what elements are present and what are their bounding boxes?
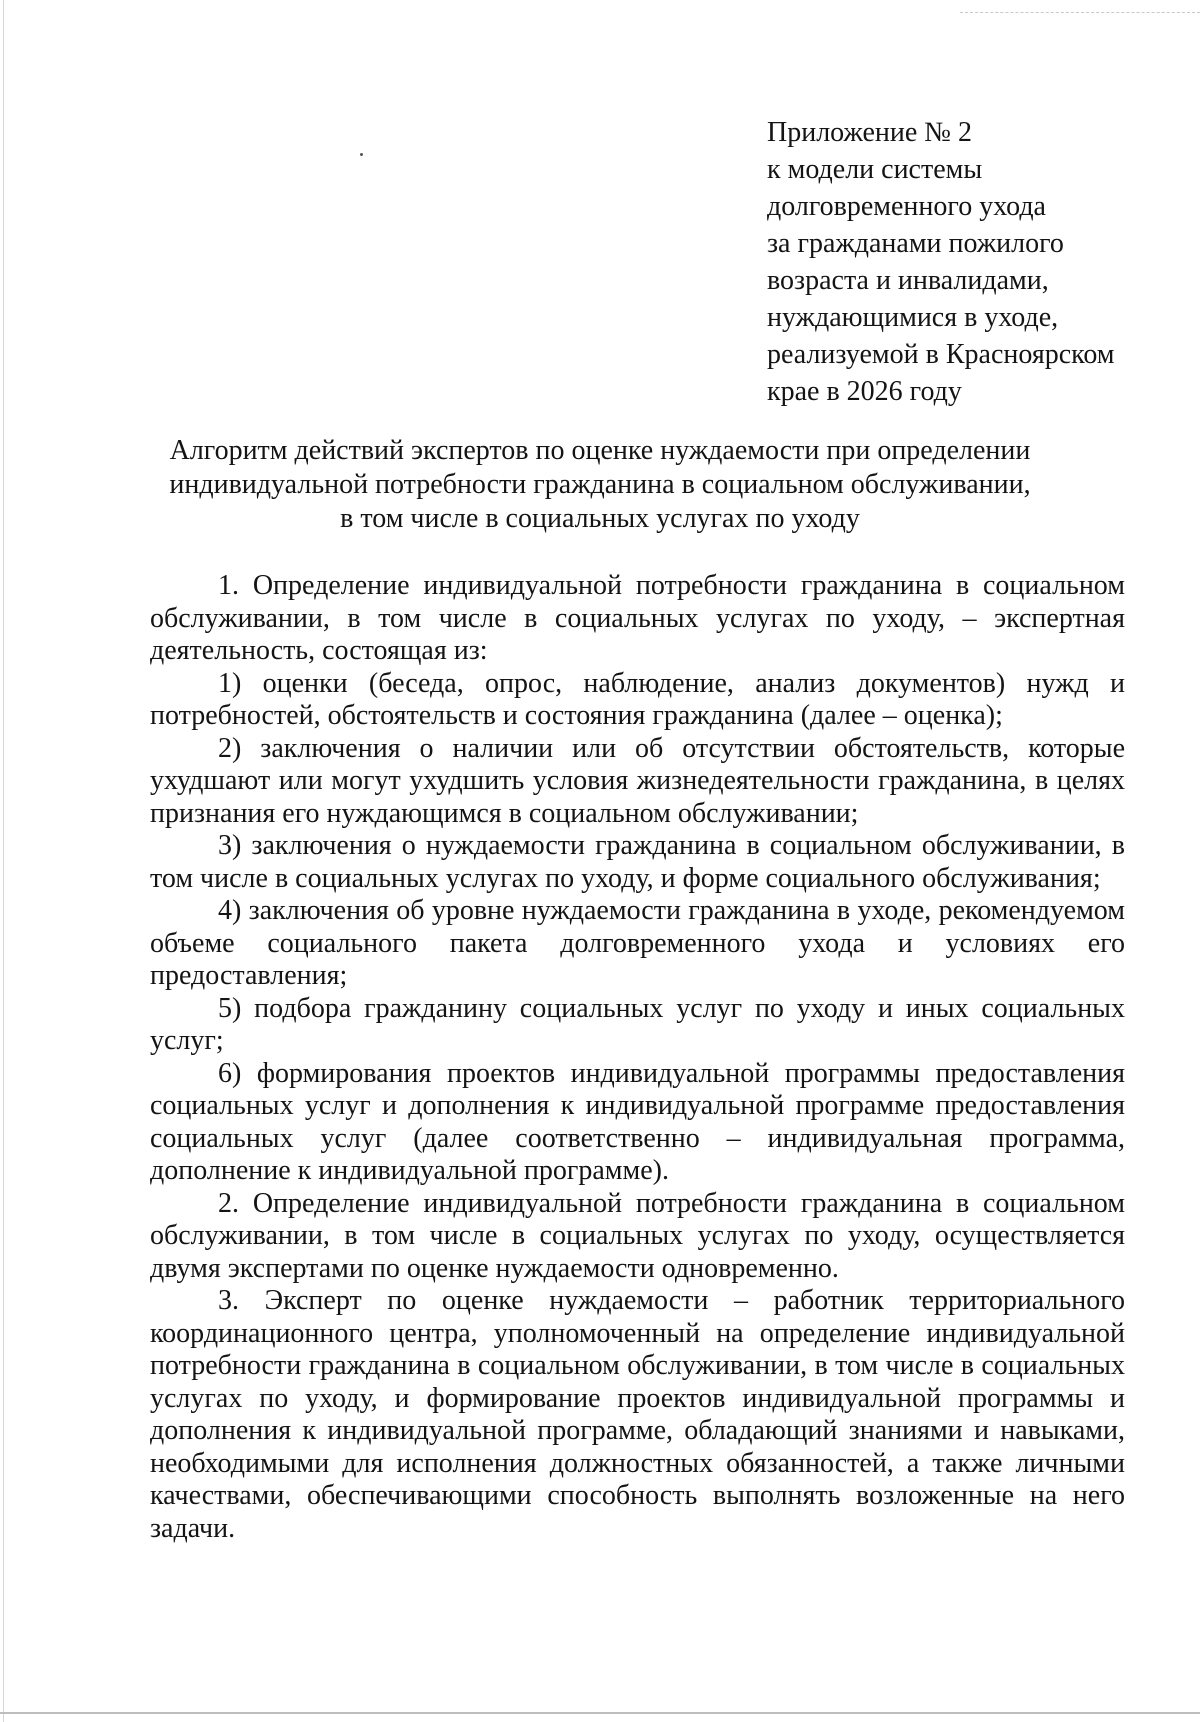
scan-edge-top — [960, 12, 1200, 13]
scan-dust-dot — [360, 153, 363, 156]
scan-edge-bottom — [0, 1712, 1200, 1714]
document-title — [150, 434, 1050, 536]
list-item-1: 1) оценки (беседа, опрос, наблюдение, анализ документов) нужд и потребностей, обстоятельств и состояния гражданина (далее – оценка); — [150, 667, 1125, 731]
paragraph-3: 3. Эксперт по оценке нуждаемости – работник территориального координационного центра, уполномоченный на определение индивидуальной потребности гражданина в социальном обслуживании, в том числе в социальных услугах по уходу, и формирование проектов индивидуальной программы и дополнения к индивидуальной программе, обладающий знаниями и навыками, необходимыми для исполнения должностных обязанностей, а также личными качествами, обеспечивающими способность выполнять возложенные на него задачи. — [150, 1285, 1125, 1544]
title-line: индивидуальной потребности гражданина в социальном обслуживании, — [169, 469, 1031, 500]
list-item-3: 3) заключения о нуждаемости гражданина в социальном обслуживании, в том числе в социальных услугах по уходу, и форме социального обслуживания; — [150, 830, 1125, 894]
list-item-4: 4) заключения об уровне нуждаемости гражданина в уходе, рекомендуемом объеме социального пакета долговременного ухода и условиях его предоставления; — [150, 895, 1125, 991]
annex-line: Приложение № 2 — [767, 117, 972, 148]
paragraph-1: 1. Определение индивидуальной потребности гражданина в социальном обслуживании, в том числе в социальных услугах по уходу, – экспертная деятельность, состоящая из: — [150, 570, 1125, 666]
annex-line: за гражданами пожилого — [767, 228, 1064, 259]
title-line: в том числе в социальных услугах по уходу — [340, 503, 860, 534]
annex-line: возраста и инвалидами, — [767, 265, 1049, 296]
list-item-6: 6) формирования проектов индивидуальной программы предоставления социальных услуг и дополнения к индивидуальной программе предоставления социальных услуг (далее соответственно – индивидуальная программа, дополнение к индивидуальной программе). — [150, 1057, 1125, 1186]
list-item-2: 2) заключения о наличии или об отсутствии обстоятельств, которые ухудшают или могут ухудшить условия жизнедеятельности гражданина, в целях признания его нуждающимся в социальном обслуживании; — [150, 732, 1125, 829]
scan-edge-left — [3, 0, 4, 1722]
annex-line: к модели системы — [767, 154, 983, 185]
annex-line: долговременного ухода — [767, 191, 1046, 222]
document-body — [150, 570, 1125, 1545]
annex-line: реализуемой в Красноярском — [767, 339, 1115, 370]
title-line: Алгоритм действий экспертов по оценке нуждаемости при определении — [169, 435, 1031, 466]
list-item-5: 5) подбора гражданину социальных услуг по уходу и иных социальных услуг; — [150, 992, 1125, 1056]
annex-header — [767, 114, 1187, 410]
annex-line: нуждающимися в уходе, — [767, 302, 1059, 333]
paragraph-2: 2. Определение индивидуальной потребности гражданина в социальном обслуживании, в том числе в социальных услугах по уходу, осуществляется двумя экспертами по оценке нуждаемости одновременно. — [150, 1187, 1125, 1284]
annex-line: крае в 2026 году — [767, 376, 962, 407]
